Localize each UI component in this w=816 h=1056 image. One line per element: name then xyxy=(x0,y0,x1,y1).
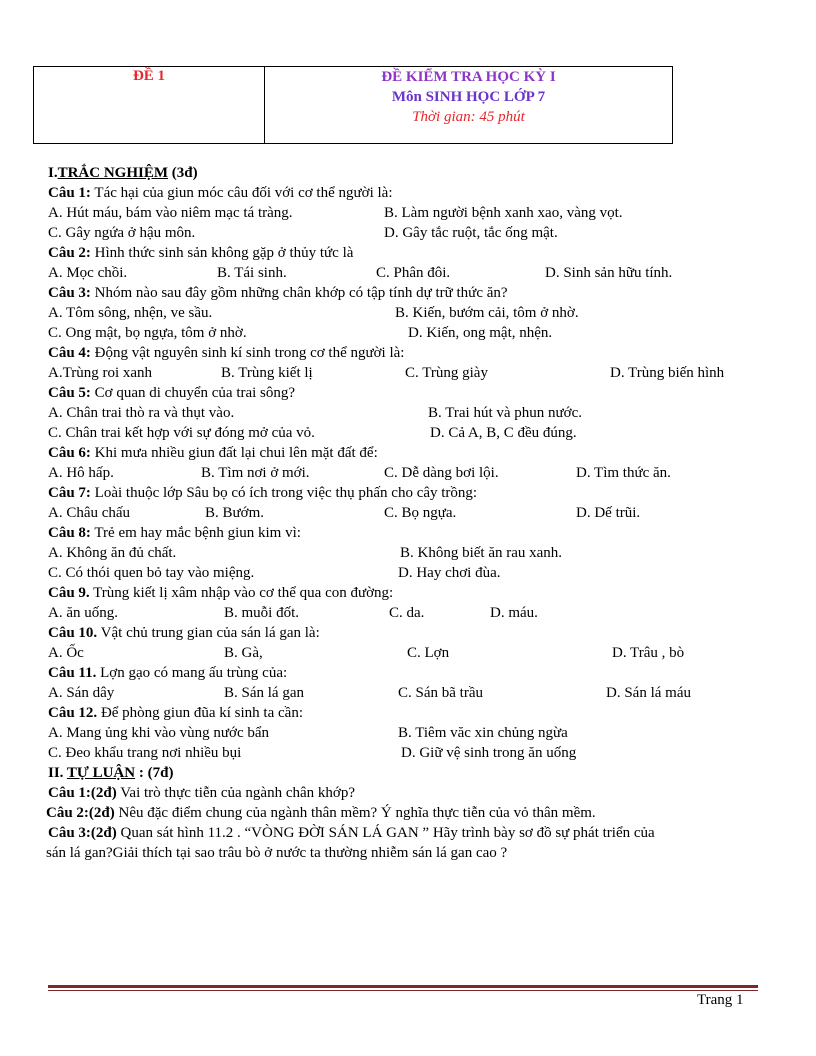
answer-option: D. Cả A, B, C đều đúng. xyxy=(430,425,577,441)
essay-question-3-cont xyxy=(48,843,778,863)
answer-row xyxy=(48,683,778,703)
essay-label: Câu 2:(2đ) xyxy=(46,805,115,821)
question-4 xyxy=(48,343,778,363)
answer-row xyxy=(48,563,778,583)
answer-option: B. muỗi đốt. xyxy=(224,605,300,621)
answer-option: B. Trùng kiết lị xyxy=(221,365,313,381)
answer-option: B. Không biết ăn rau xanh. xyxy=(400,545,563,561)
essay-question-2 xyxy=(48,803,778,823)
answer-option: D. máu. xyxy=(490,605,538,621)
essay-text: Nêu đặc điểm chung của ngành thân mềm? Ý nghĩa thực tiễn của vỏ thân mềm. xyxy=(114,805,596,821)
question-10 xyxy=(48,623,778,643)
question-text: Trẻ em hay mắc bệnh giun kim vì: xyxy=(90,525,301,541)
exam-code-cell xyxy=(34,67,265,144)
question-7 xyxy=(48,483,778,503)
answer-option: C. Bọ ngựa. xyxy=(384,505,457,521)
question-text: Để phòng giun đũa kí sinh ta cần: xyxy=(97,705,303,721)
question-text: Vật chủ trung gian của sán lá gan là: xyxy=(97,625,320,641)
question-1 xyxy=(48,183,778,203)
question-label: Câu 7: xyxy=(48,485,91,501)
answer-option: D. Trùng biến hình xyxy=(610,365,725,381)
answer-row xyxy=(48,223,778,243)
answer-option: D. Gây tắc ruột, tắc ống mật. xyxy=(384,225,558,241)
answer-option: B. Sán lá gan xyxy=(224,685,304,701)
answer-option: A. Châu chấu xyxy=(48,505,131,521)
answer-option: C. Chân trai kết hợp với sự đóng mở của vỏ. xyxy=(48,425,315,441)
answer-option: C. Phân đôi. xyxy=(376,265,451,281)
answer-row xyxy=(48,263,778,283)
answer-row xyxy=(48,603,778,623)
answer-option: A. Mang ủng khi vào vùng nước bẩn xyxy=(48,725,270,741)
answer-option: A.Trùng roi xanh xyxy=(48,365,153,381)
essay-text: Vai trò thực tiễn của ngành chân khớp? xyxy=(116,785,355,801)
answer-row xyxy=(48,643,778,663)
answer-option: A. Mọc chồi. xyxy=(48,265,128,281)
answer-row xyxy=(48,463,778,483)
answer-option: C. Lợn xyxy=(407,645,450,661)
exam-title: ĐỀ KIỂM TRA HỌC KỲ I xyxy=(381,69,556,85)
question-3 xyxy=(48,283,778,303)
exam-content xyxy=(48,163,778,863)
page-number: Trang 1 xyxy=(697,992,744,1008)
question-label: Câu 6: xyxy=(48,445,91,461)
answer-row xyxy=(48,723,778,743)
answer-option: C. Có thói quen bỏ tay vào miệng. xyxy=(48,565,255,581)
part2-score: : (7đ) xyxy=(135,765,174,781)
question-text: Nhóm nào sau đây gồm những chân khớp có tập tính dự trữ thức ăn? xyxy=(90,285,508,301)
answer-option: D. Giữ vệ sinh trong ăn uống xyxy=(401,745,577,761)
question-label: Câu 8: xyxy=(48,525,91,541)
essay-label: Câu 1:(2đ) xyxy=(48,785,117,801)
question-text: Khi mưa nhiều giun đất lại chui lên mặt đất để: xyxy=(90,445,378,461)
answer-row xyxy=(48,403,778,423)
question-label: Câu 12. xyxy=(48,705,98,721)
essay-text: Quan sát hình 11.2 . “VÒNG ĐỜI SÁN LÁ GAN ” Hãy trình bày sơ đồ sự phát triển của xyxy=(116,825,655,841)
answer-option: B. Kiến, bướm cải, tôm ở nhờ. xyxy=(395,305,579,321)
answer-option: A. Tôm sông, nhện, ve sầu. xyxy=(48,305,213,321)
exam-header-table xyxy=(33,66,673,144)
question-6 xyxy=(48,443,778,463)
answer-row xyxy=(48,363,778,383)
answer-option: B. Tiêm văc xin chủng ngừa xyxy=(398,725,568,741)
question-label: Câu 1: xyxy=(48,185,91,201)
answer-option: C. Đeo khẩu trang nơi nhiều bụi xyxy=(48,745,242,761)
question-label: Câu 10. xyxy=(48,625,98,641)
question-label: Câu 9. xyxy=(48,585,90,601)
answer-row xyxy=(48,503,778,523)
answer-row xyxy=(48,423,778,443)
question-text: Cơ quan di chuyển của trai sông? xyxy=(90,385,296,401)
exam-title-cell xyxy=(265,67,673,144)
exam-code: ĐỀ 1 xyxy=(132,68,166,84)
answer-row xyxy=(48,323,778,343)
answer-option: C. Gây ngứa ở hậu môn. xyxy=(48,225,196,241)
answer-option: D. Trâu , bò xyxy=(612,645,685,661)
answer-option: D. Sán lá máu xyxy=(606,685,691,701)
part2-heading xyxy=(48,763,778,783)
question-text: Hình thức sinh sản không gặp ở thủy tức là xyxy=(90,245,354,261)
answer-option: D. Kiến, ong mật, nhện. xyxy=(408,325,553,341)
answer-row xyxy=(48,303,778,323)
answer-option: B. Trai hút và phun nước. xyxy=(428,405,582,421)
answer-row xyxy=(48,743,778,763)
essay-text: sán lá gan?Giải thích tại sao trâu bò ở nước ta thường nhiễm sán lá gan cao ? xyxy=(46,845,508,861)
footer-rule xyxy=(48,985,758,988)
answer-option: B. Tái sinh. xyxy=(217,265,287,281)
question-label: Câu 3: xyxy=(48,285,91,301)
question-11 xyxy=(48,663,778,683)
question-9 xyxy=(48,583,778,603)
question-label: Câu 2: xyxy=(48,245,91,261)
answer-option: B. Tìm nơi ở mới. xyxy=(201,465,310,481)
answer-option: A. Ốc xyxy=(48,645,84,661)
question-12 xyxy=(48,703,778,723)
part2-prefix: II. xyxy=(48,765,67,781)
question-label: Câu 4: xyxy=(48,345,91,361)
answer-option: A. Sán dây xyxy=(48,685,115,701)
essay-label: Câu 3:(2đ) xyxy=(48,825,117,841)
question-label: Câu 11. xyxy=(48,665,97,681)
question-2 xyxy=(48,243,778,263)
answer-option: D. Dế trũi. xyxy=(576,505,641,521)
answer-option: B. Gà, xyxy=(224,645,263,661)
question-5 xyxy=(48,383,778,403)
answer-option: D. Tìm thức ăn. xyxy=(576,465,671,481)
answer-option: A. Chân trai thò ra và thụt vào. xyxy=(48,405,235,421)
answer-option: B. Làm người bệnh xanh xao, vàng vọt. xyxy=(384,205,623,221)
answer-option: A. Hút máu, bám vào niêm mạc tá tràng. xyxy=(48,205,293,221)
answer-option: C. da. xyxy=(389,605,425,621)
exam-subject: Môn SINH HỌC LỚP 7 xyxy=(391,89,546,105)
answer-option: C. Sán bã trầu xyxy=(398,685,483,701)
question-text: Trùng kiết lị xâm nhập vào cơ thể qua con đường: xyxy=(89,585,394,601)
essay-question-1 xyxy=(48,783,778,803)
question-text: Loài thuộc lớp Sâu bọ có ích trong việc thụ phấn cho cây trồng: xyxy=(90,485,478,501)
answer-row xyxy=(48,203,778,223)
answer-option: A. ăn uống. xyxy=(48,605,118,621)
question-text: Tác hại của giun móc câu đối với cơ thể người là: xyxy=(90,185,393,201)
footer-rule-thin xyxy=(48,990,758,991)
answer-option: D. Sinh sản hữu tính. xyxy=(545,265,673,281)
exam-duration: Thời gian: 45 phút xyxy=(412,109,525,125)
part2-title: TỰ LUẬN xyxy=(66,765,136,781)
part1-prefix: I. xyxy=(48,165,58,181)
question-text: Lợn gạo có mang ấu trùng của: xyxy=(96,665,288,681)
answer-option: A. Không ăn đủ chất. xyxy=(48,545,177,561)
question-8 xyxy=(48,523,778,543)
part1-score: (3đ) xyxy=(168,165,198,181)
answer-option: A. Hô hấp. xyxy=(48,465,114,481)
essay-question-3 xyxy=(48,823,778,843)
part1-heading xyxy=(48,163,778,183)
answer-option: C. Trùng giày xyxy=(405,365,488,381)
answer-row xyxy=(48,543,778,563)
question-list xyxy=(48,183,778,763)
answer-option: D. Hay chơi đùa. xyxy=(398,565,501,581)
question-label: Câu 5: xyxy=(48,385,91,401)
answer-option: B. Bướm. xyxy=(205,505,264,521)
question-text: Động vật nguyên sinh kí sinh trong cơ thể người là: xyxy=(90,345,405,361)
answer-option: C. Ong mật, bọ ngựa, tôm ở nhờ. xyxy=(48,325,247,341)
part1-title: TRẮC NGHIỆM xyxy=(57,165,169,181)
answer-option: C. Dễ dàng bơi lội. xyxy=(384,465,499,481)
